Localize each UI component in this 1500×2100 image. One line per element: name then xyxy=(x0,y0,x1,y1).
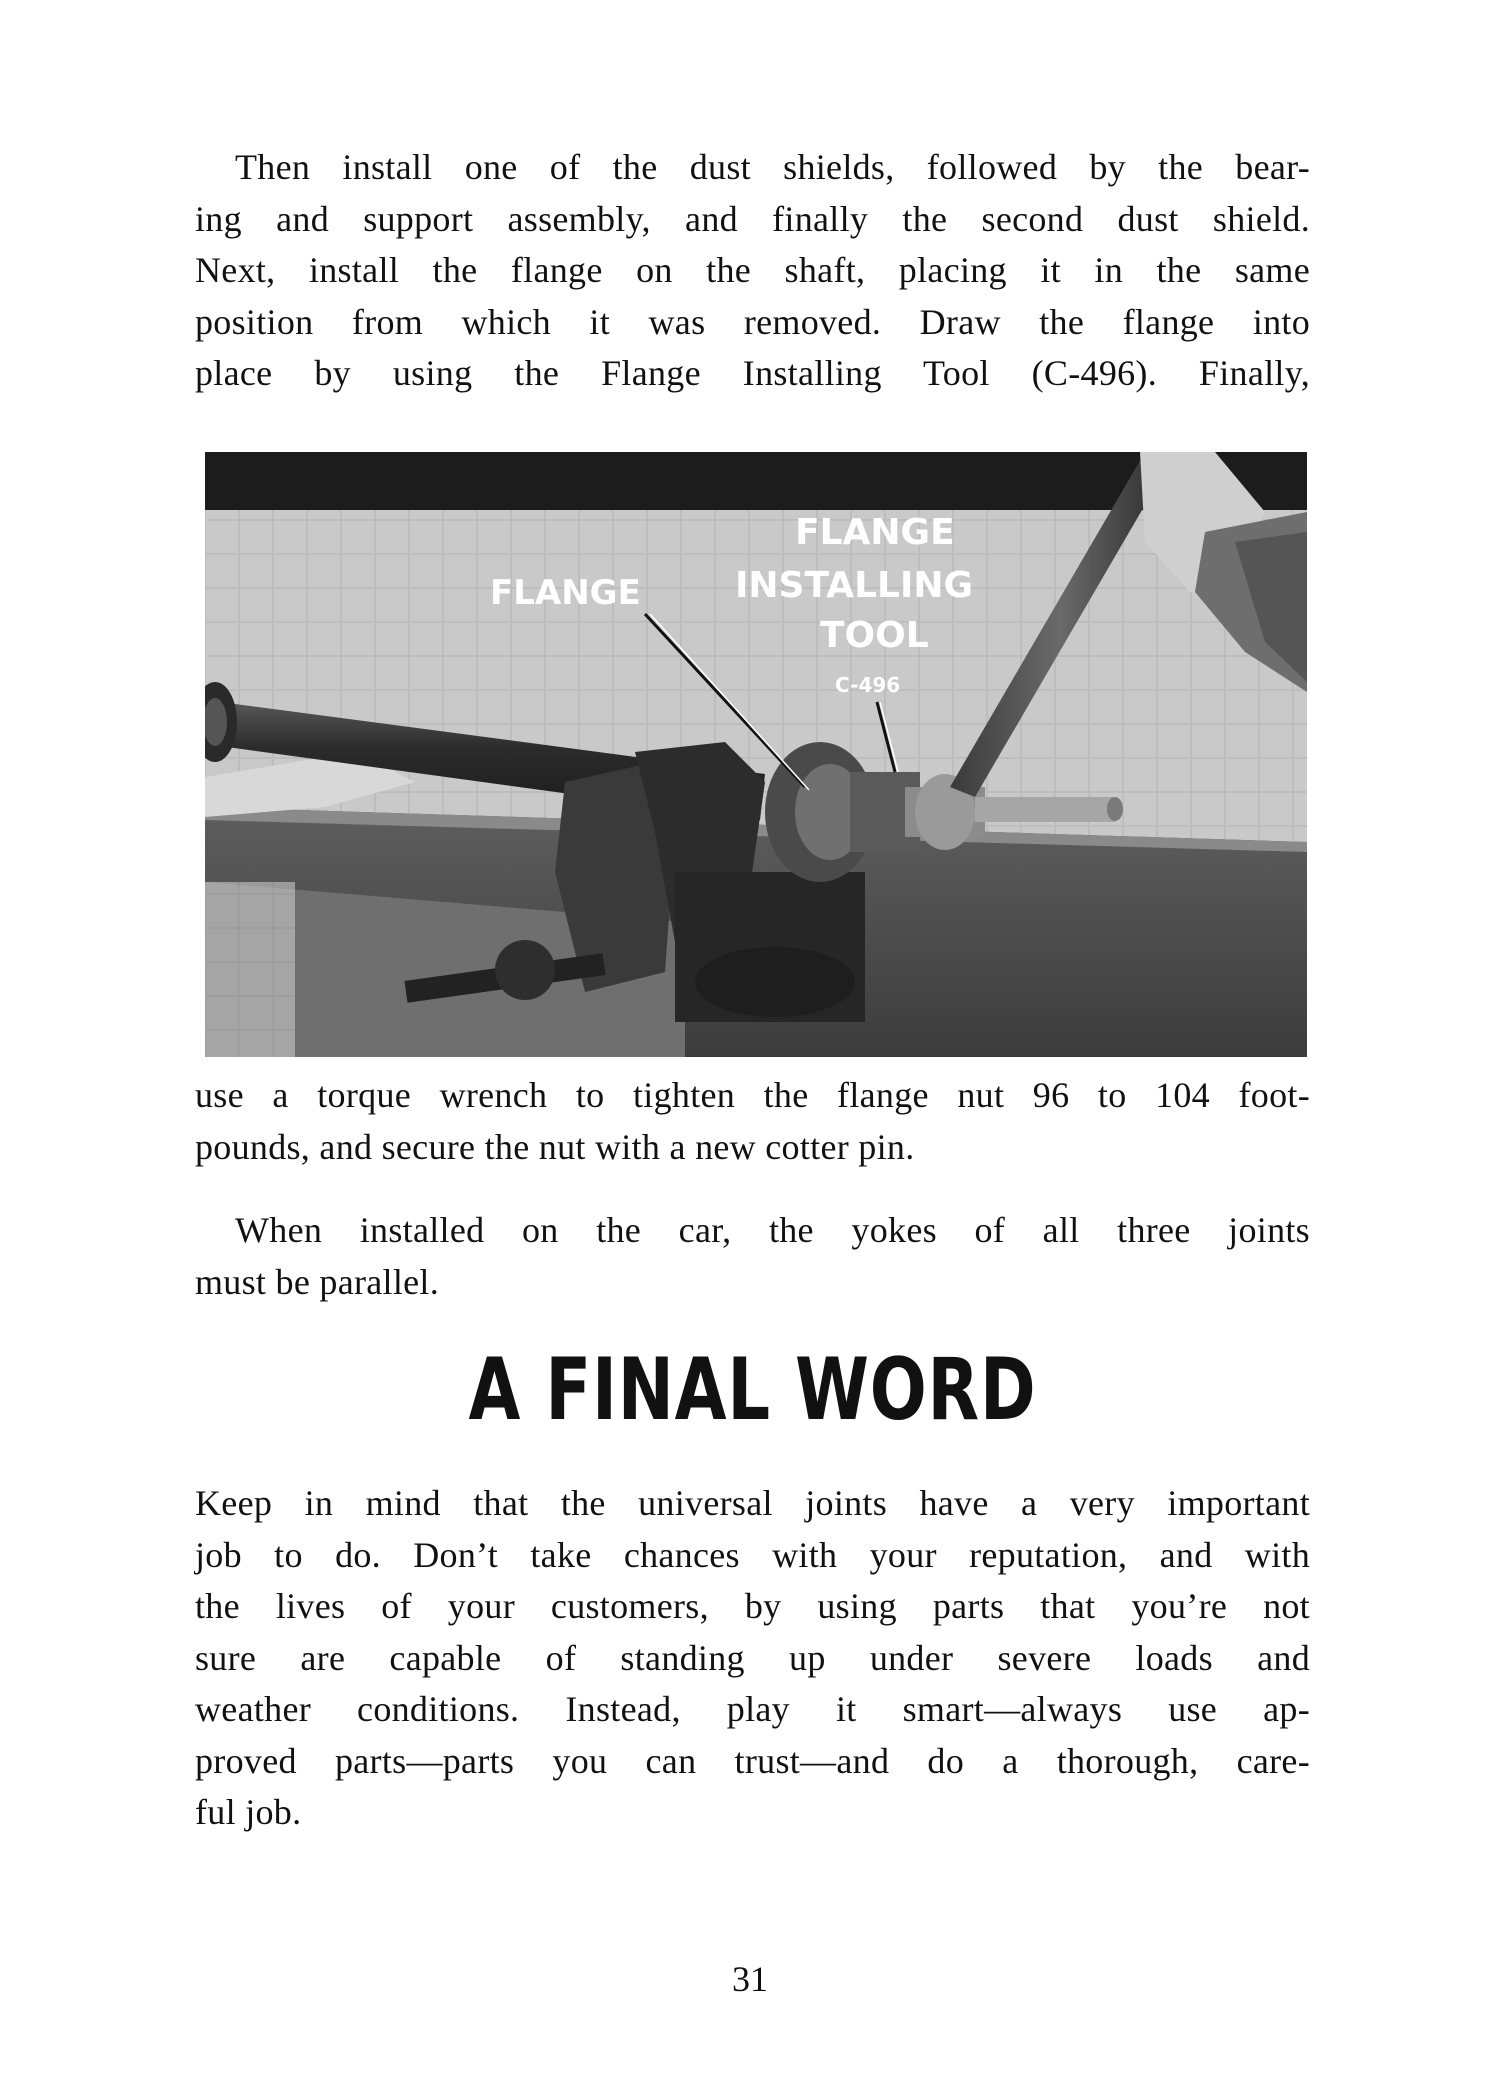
text-line: When installed on the car, the yokes of all three joints xyxy=(235,1210,1310,1250)
text-line: sure are capable of standing up under severe loads and xyxy=(195,1637,1310,1678)
intro-paragraph xyxy=(195,142,1310,400)
section-heading: A FINAL WORD xyxy=(468,1340,1037,1440)
tool-label-line3: TOOL xyxy=(820,615,929,656)
text-line: weather conditions. Instead, play it smart—always use ap- xyxy=(195,1689,1310,1729)
yokes-paragraph xyxy=(195,1205,1310,1308)
text-line: place by using the Flange Installing Tool (C-496). Finally, xyxy=(195,353,1310,393)
tool-label-line1: FLANGE xyxy=(795,512,955,553)
flange-label: FLANGE xyxy=(490,573,641,613)
torque-paragraph xyxy=(195,1070,1310,1173)
text-line: Keep in mind that the universal joints have a very important xyxy=(195,1483,1310,1523)
text-line: Next, install the flange on the shaft, placing it in the same xyxy=(195,250,1310,290)
text-line: ing and support assembly, and finally the second dust shield. xyxy=(195,198,1310,239)
text-line: proved parts—parts you can trust—and do a thorough, care- xyxy=(195,1740,1310,1781)
text-line: use a torque wrench to tighten the flange nut 96 to 104 foot- xyxy=(195,1075,1310,1115)
text-line: pounds, and secure the nut with a new cotter pin. xyxy=(195,1126,915,1167)
tool-label-code: C-496 xyxy=(835,673,901,697)
final-word-paragraph xyxy=(195,1478,1310,1839)
tool-label-line2: INSTALLING xyxy=(735,565,974,606)
text-line: job to do. Don’t take chances with your reputation, and with xyxy=(195,1534,1310,1575)
page-number: 31 xyxy=(732,1959,768,1999)
text-line: the lives of your customers, by using parts that you’re not xyxy=(195,1586,1310,1626)
text-line: ful job. xyxy=(195,1792,302,1832)
text-line: must be parallel. xyxy=(195,1261,440,1302)
flange-installation-photo xyxy=(205,452,1307,1057)
text-line: Then install one of the dust shields, followed by the bear- xyxy=(235,147,1310,187)
text-line: position from which it was removed. Draw the flange into xyxy=(195,301,1310,342)
